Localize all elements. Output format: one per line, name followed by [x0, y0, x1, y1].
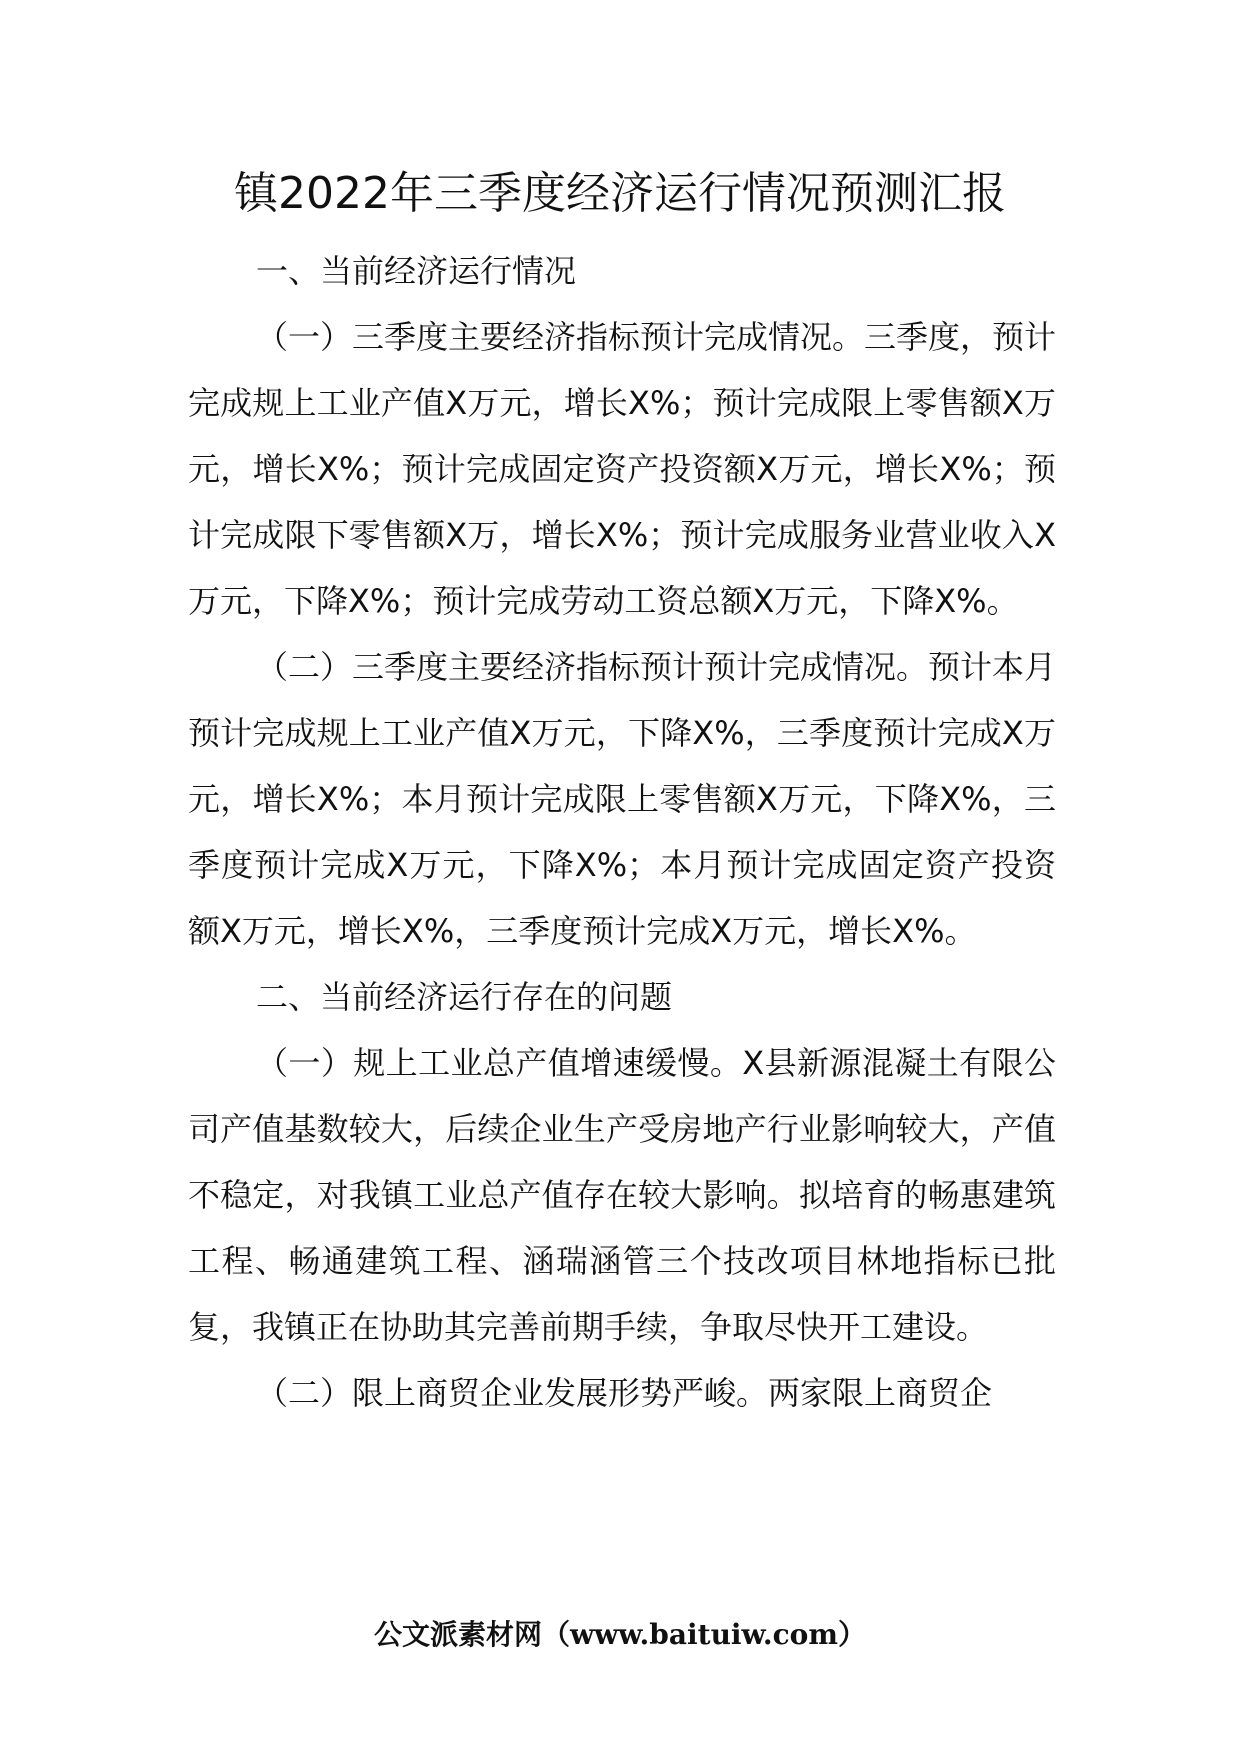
paragraph-2: （二）三季度主要经济指标预计预计完成情况。预计本月预计完成规上工业产值X万元，下降X%，三季度预计完成X万元，增长X%；本月预计完成限上零售额X万元，下降X%，三季度预计完成X万元，下降X%；本月预计完成固定资产投资额X万元，增长X%，三季度预计完成X万元，增长X%。	[188, 648, 1057, 950]
paragraph-3: （一）规上工业总产值增速缓慢。X县新源混凝土有限公司产值基数较大，后续企业生产受房地产行业影响较大，产值不稳定，对我镇工业总产值存在较大影响。拟培育的畅惠建筑工程、畅通建筑工程、涵瑞涵管三个技改项目林地指标已批复，我镇正在协助其完善前期手续，争取尽快开工建设。	[188, 1044, 1056, 1346]
section-heading-2: 二、当前经济运行存在的问题	[256, 978, 673, 1016]
document-title: 镇2022年三季度经济运行情况预测汇报	[234, 168, 1006, 219]
paragraph-4: （二）限上商贸企业发展形势严峻。两家限上商贸企	[256, 1374, 993, 1412]
document-body	[188, 238, 1056, 1426]
section-heading-1: 一、当前经济运行情况	[256, 252, 577, 290]
paragraph-1: （一）三季度主要经济指标预计完成情况。三季度，预计完成规上工业产值X万元，增长X%；预计完成限上零售额X万元，增长X%；预计完成固定资产投资额X万元，增长X%；预计完成限下零售额X万，增长X%；预计完成服务业营业收入X万元，下降X%；预计完成劳动工资总额X万元，下降X%。	[188, 318, 1057, 620]
footer-watermark: 公文派素材网（www.baituiw.com）	[374, 1618, 866, 1651]
